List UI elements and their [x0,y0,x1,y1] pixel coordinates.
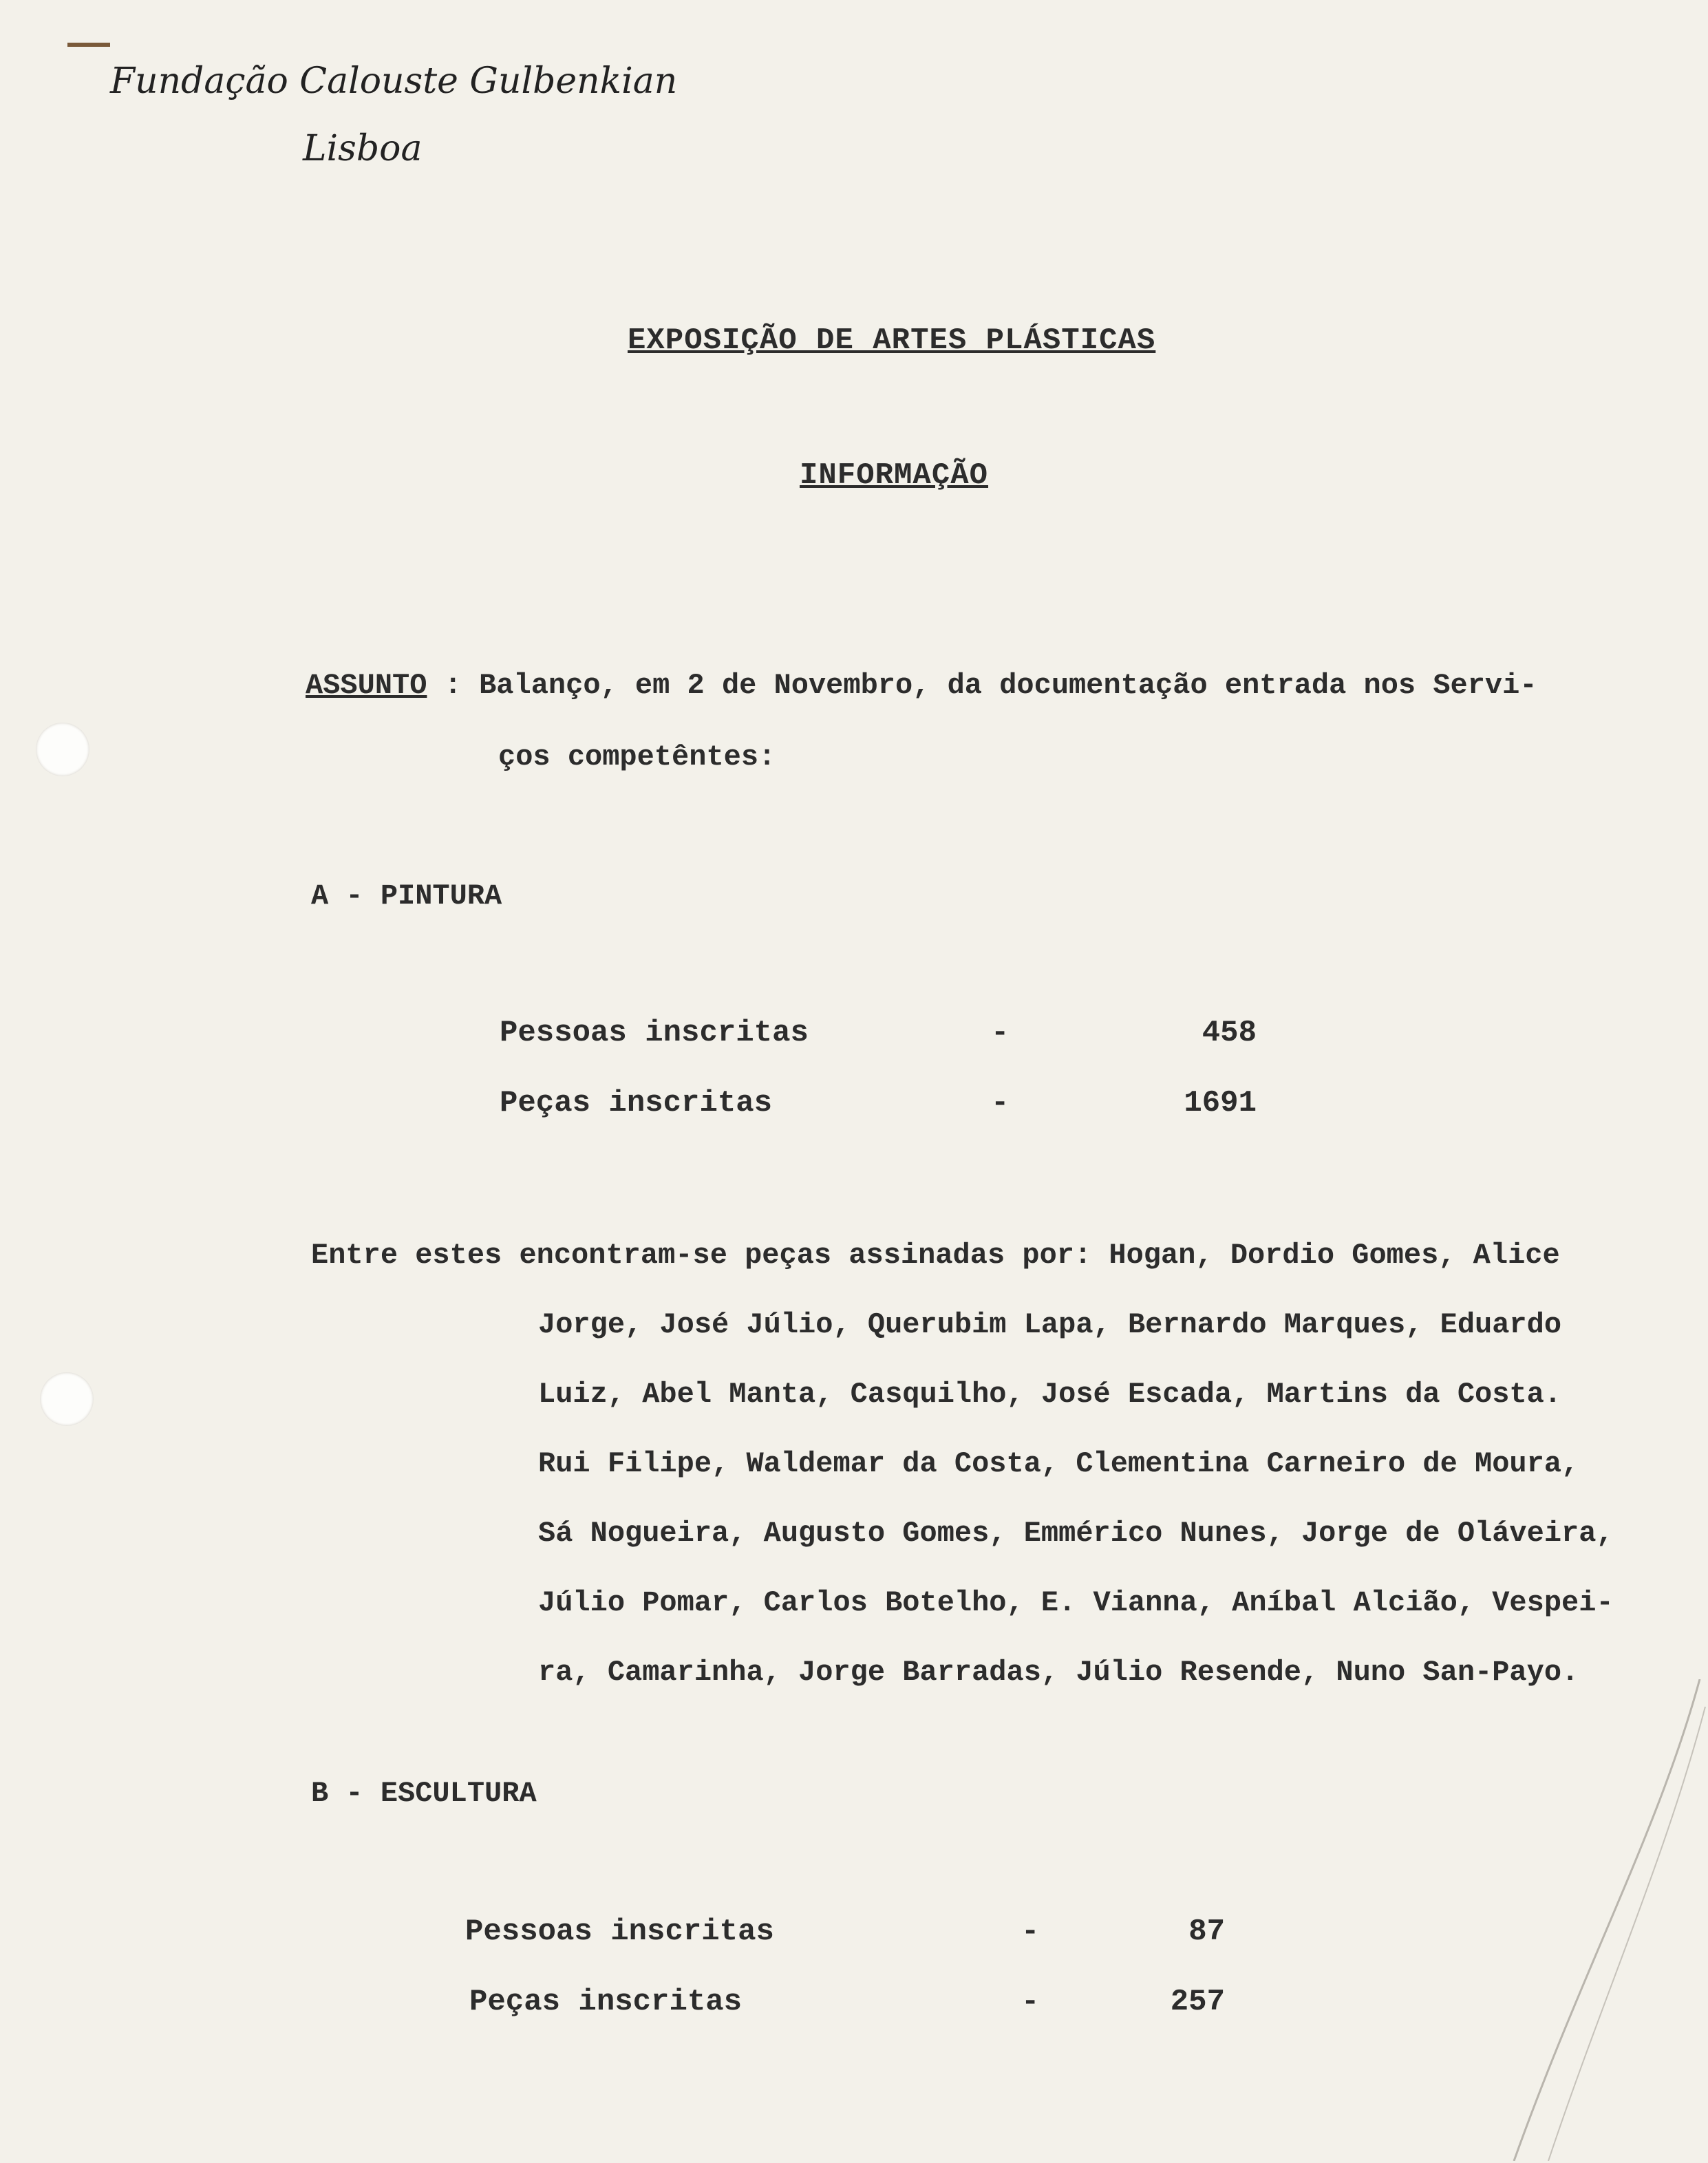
artists-line: Entre estes encontram-se peças assinadas por: Hogan, Dordio Gomes, Alice [311,1239,1560,1272]
subject-separator: : [444,669,462,702]
escultura-row-label: Pessoas inscritas [465,1915,774,1949]
subject-label: ASSUNTO [306,669,427,702]
pintura-row-dash: - [991,1016,1010,1050]
pencil-crease-lines [1431,1679,1707,2161]
artists-line: ra, Camarinha, Jorge Barradas, Júlio Resende, Nuno San-Payo. [538,1656,1579,1689]
artists-line: Jorge, José Júlio, Querubim Lapa, Bernardo Marques, Eduardo [538,1308,1562,1341]
pintura-row-label: Pessoas inscritas [500,1016,809,1050]
punch-hole-bottom [40,1372,94,1426]
pintura-row-label: Peças inscritas [500,1086,773,1120]
pintura-row-value: 1691 [1184,1086,1257,1120]
corner-mark [67,43,110,47]
subject-line-1 [306,669,1537,702]
escultura-row-value: 87 [1188,1915,1225,1949]
pintura-row-dash: - [991,1086,1010,1120]
letterhead-organization: Fundação Calouste Gulbenkian [110,61,678,102]
document-subtitle: INFORMAÇÃO [800,458,989,493]
document-title: EXPOSIÇÃO DE ARTES PLÁSTICAS [628,323,1156,358]
section-heading-escultura: B - ESCULTURA [311,1777,537,1810]
escultura-row-value: 257 [1170,1985,1225,2019]
punch-hole-top [36,723,89,776]
artists-line: Rui Filipe, Waldemar da Costa, Clementina Carneiro de Moura, [538,1447,1579,1480]
escultura-row-label: Peças inscritas [469,1985,743,2019]
subject-line-2: ços competêntes: [498,740,776,774]
subject-text-1: Balanço, em 2 de Novembro, da documentação entrada nos Servi- [479,669,1537,702]
escultura-row-dash: - [1021,1985,1040,2019]
escultura-row-dash: - [1021,1915,1040,1949]
artists-line: Luiz, Abel Manta, Casquilho, José Escada, Martins da Costa. [538,1378,1562,1411]
pintura-row-value: 458 [1202,1016,1257,1050]
letterhead-city: Lisboa [303,128,423,169]
artists-line: Sá Nogueira, Augusto Gomes, Emmérico Nunes, Jorge de Oláveira, [538,1517,1614,1550]
artists-line: Júlio Pomar, Carlos Botelho, E. Vianna, Aníbal Alcião, Vespei- [538,1586,1614,1619]
section-heading-pintura: A - PINTURA [311,880,502,913]
